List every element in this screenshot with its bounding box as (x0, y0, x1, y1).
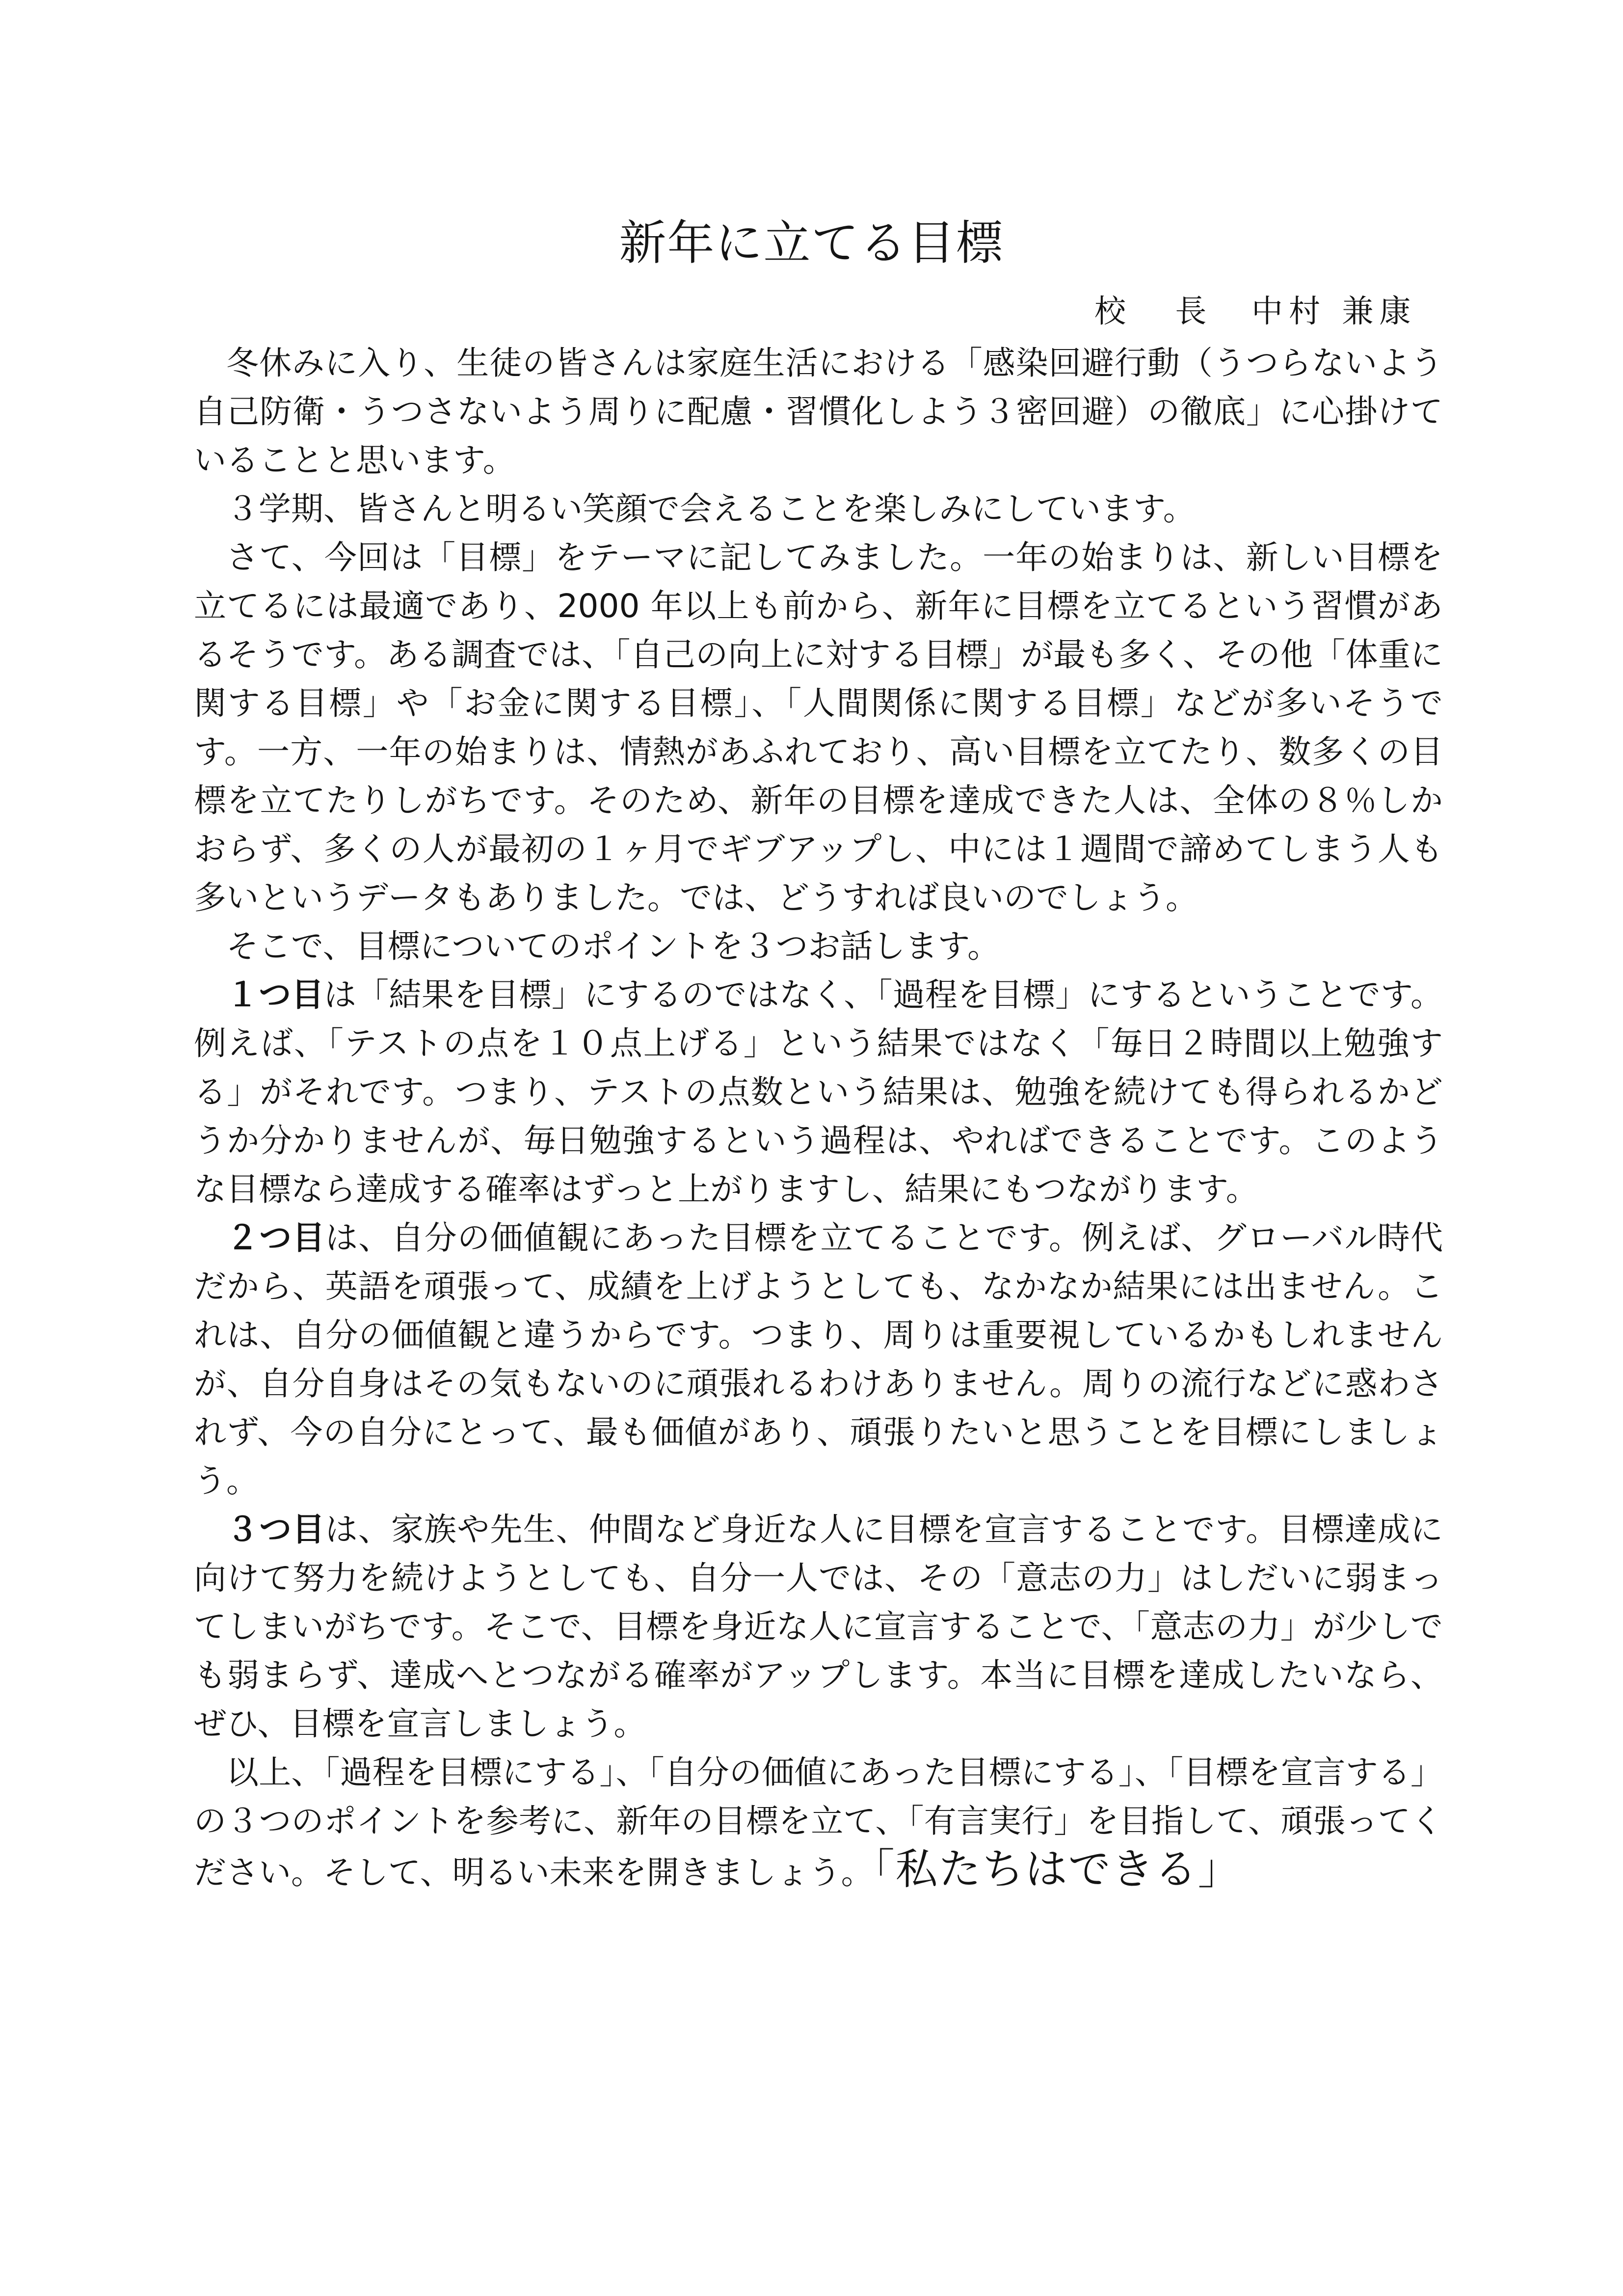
point-2 (194, 1214, 1443, 1505)
document-body (194, 339, 1443, 1897)
paragraph-closing (194, 1748, 1443, 1897)
point-3-label: ３つ目 (226, 1511, 325, 1548)
paragraph-intro: 冬休みに入り、生徒の皆さんは家庭生活における「感染回避行動（うつらないよう自己防衛・うつさないよう周りに配慮・習慣化しよう３密回避）の徹底」に心掛けていることと思います。 (194, 344, 1443, 479)
closing-text: 以上、「過程を目標にする」、「自分の価値にあった目標にする」、「目標を宣言する」の３つのポイントを参考に、新年の目標を立て、「有言実行」を目指して、頑張ってください。そして、明るい未来を開きましょう。 (194, 1754, 1443, 1891)
point-1-text: は「結果を目標」にするのではなく、「過程を目標」にするということです。例えば、「テストの点を１０点上げる」という結果ではなく「毎日２時間以上勉強する」がそれです。つまり、テストの点数という結果は、勉強を続けても得られるかどうか分かりませんが、毎日勉強するという過程は、やればできることです。このような目標なら達成する確率はずっと上がりますし、結果にもつながります。 (194, 976, 1443, 1208)
point-3-text: は、家族や先生、仲間など身近な人に目標を宣言することです。目標達成に向けて努力を続けようとしても、自分一人では、その「意志の力」はしだいに弱まってしまいがちです。そこで、目標を身近な人に宣言することで、「意志の力」が少しでも弱まらず、達成へとつながる確率がアップします。本当に目標を達成したいなら、ぜひ、目標を宣言しましょう。 (194, 1511, 1443, 1743)
author-role: 校 長 (1094, 294, 1226, 330)
point-3 (194, 1505, 1443, 1748)
document-title: 新年に立てる目標 (619, 216, 1004, 270)
author-line (1094, 290, 1416, 334)
slogan: 「私たちはできる」 (873, 1845, 1241, 1894)
point-2-text: は、自分の価値観にあった目標を立てることです。例えば、グローバル時代だから、英語を頑張って、成績を上げようとしても、なかなか結果には出ません。これは、自分の価値観と違うからです。つまり、周りは重要視しているかもしれませんが、自分自身はその気もないのに頑張れるわけありません。周りの流行などに惑わされず、今の自分にとって、最も価値があり、頑張りたいと思うことを目標にしましょう。 (194, 1219, 1443, 1500)
paragraph-goals-theme: さて、今回は「目標」をテーマに記してみました。一年の始まりは、新しい目標を立てるには最適であり、2000 年以上も前から、新年に目標を立てるという習慣があるそうです。ある調査では、「自己の向上に対する目標」が最も多く、その他「体重に関する目標」や「お金に関する目標」、「人間関係に関する目標」などが多いそうです。一方、一年の始まりは、情熱があふれており、高い目標を立てたり、数多くの目標を立てたりしがちです。そのため、新年の目標を達成できた人は、全体の８％しかおらず、多くの人が最初の１ヶ月でギブアップし、中には１週間で諦めてしまう人も多いというデータもありました。では、どうすれば良いのでしょう。 (194, 539, 1443, 917)
point-1-label: １つ目 (226, 976, 324, 1014)
point-1 (194, 971, 1443, 1214)
paragraph-three-points-intro: そこで、目標についてのポイントを３つお話します。 (226, 927, 1000, 965)
point-2-label: ２つ目 (226, 1219, 325, 1257)
paragraph-third-term: ３学期、皆さんと明るい笑顔で会えることを楽しみにしています。 (226, 490, 1196, 528)
author-name: 中村 兼康 (1251, 294, 1417, 330)
